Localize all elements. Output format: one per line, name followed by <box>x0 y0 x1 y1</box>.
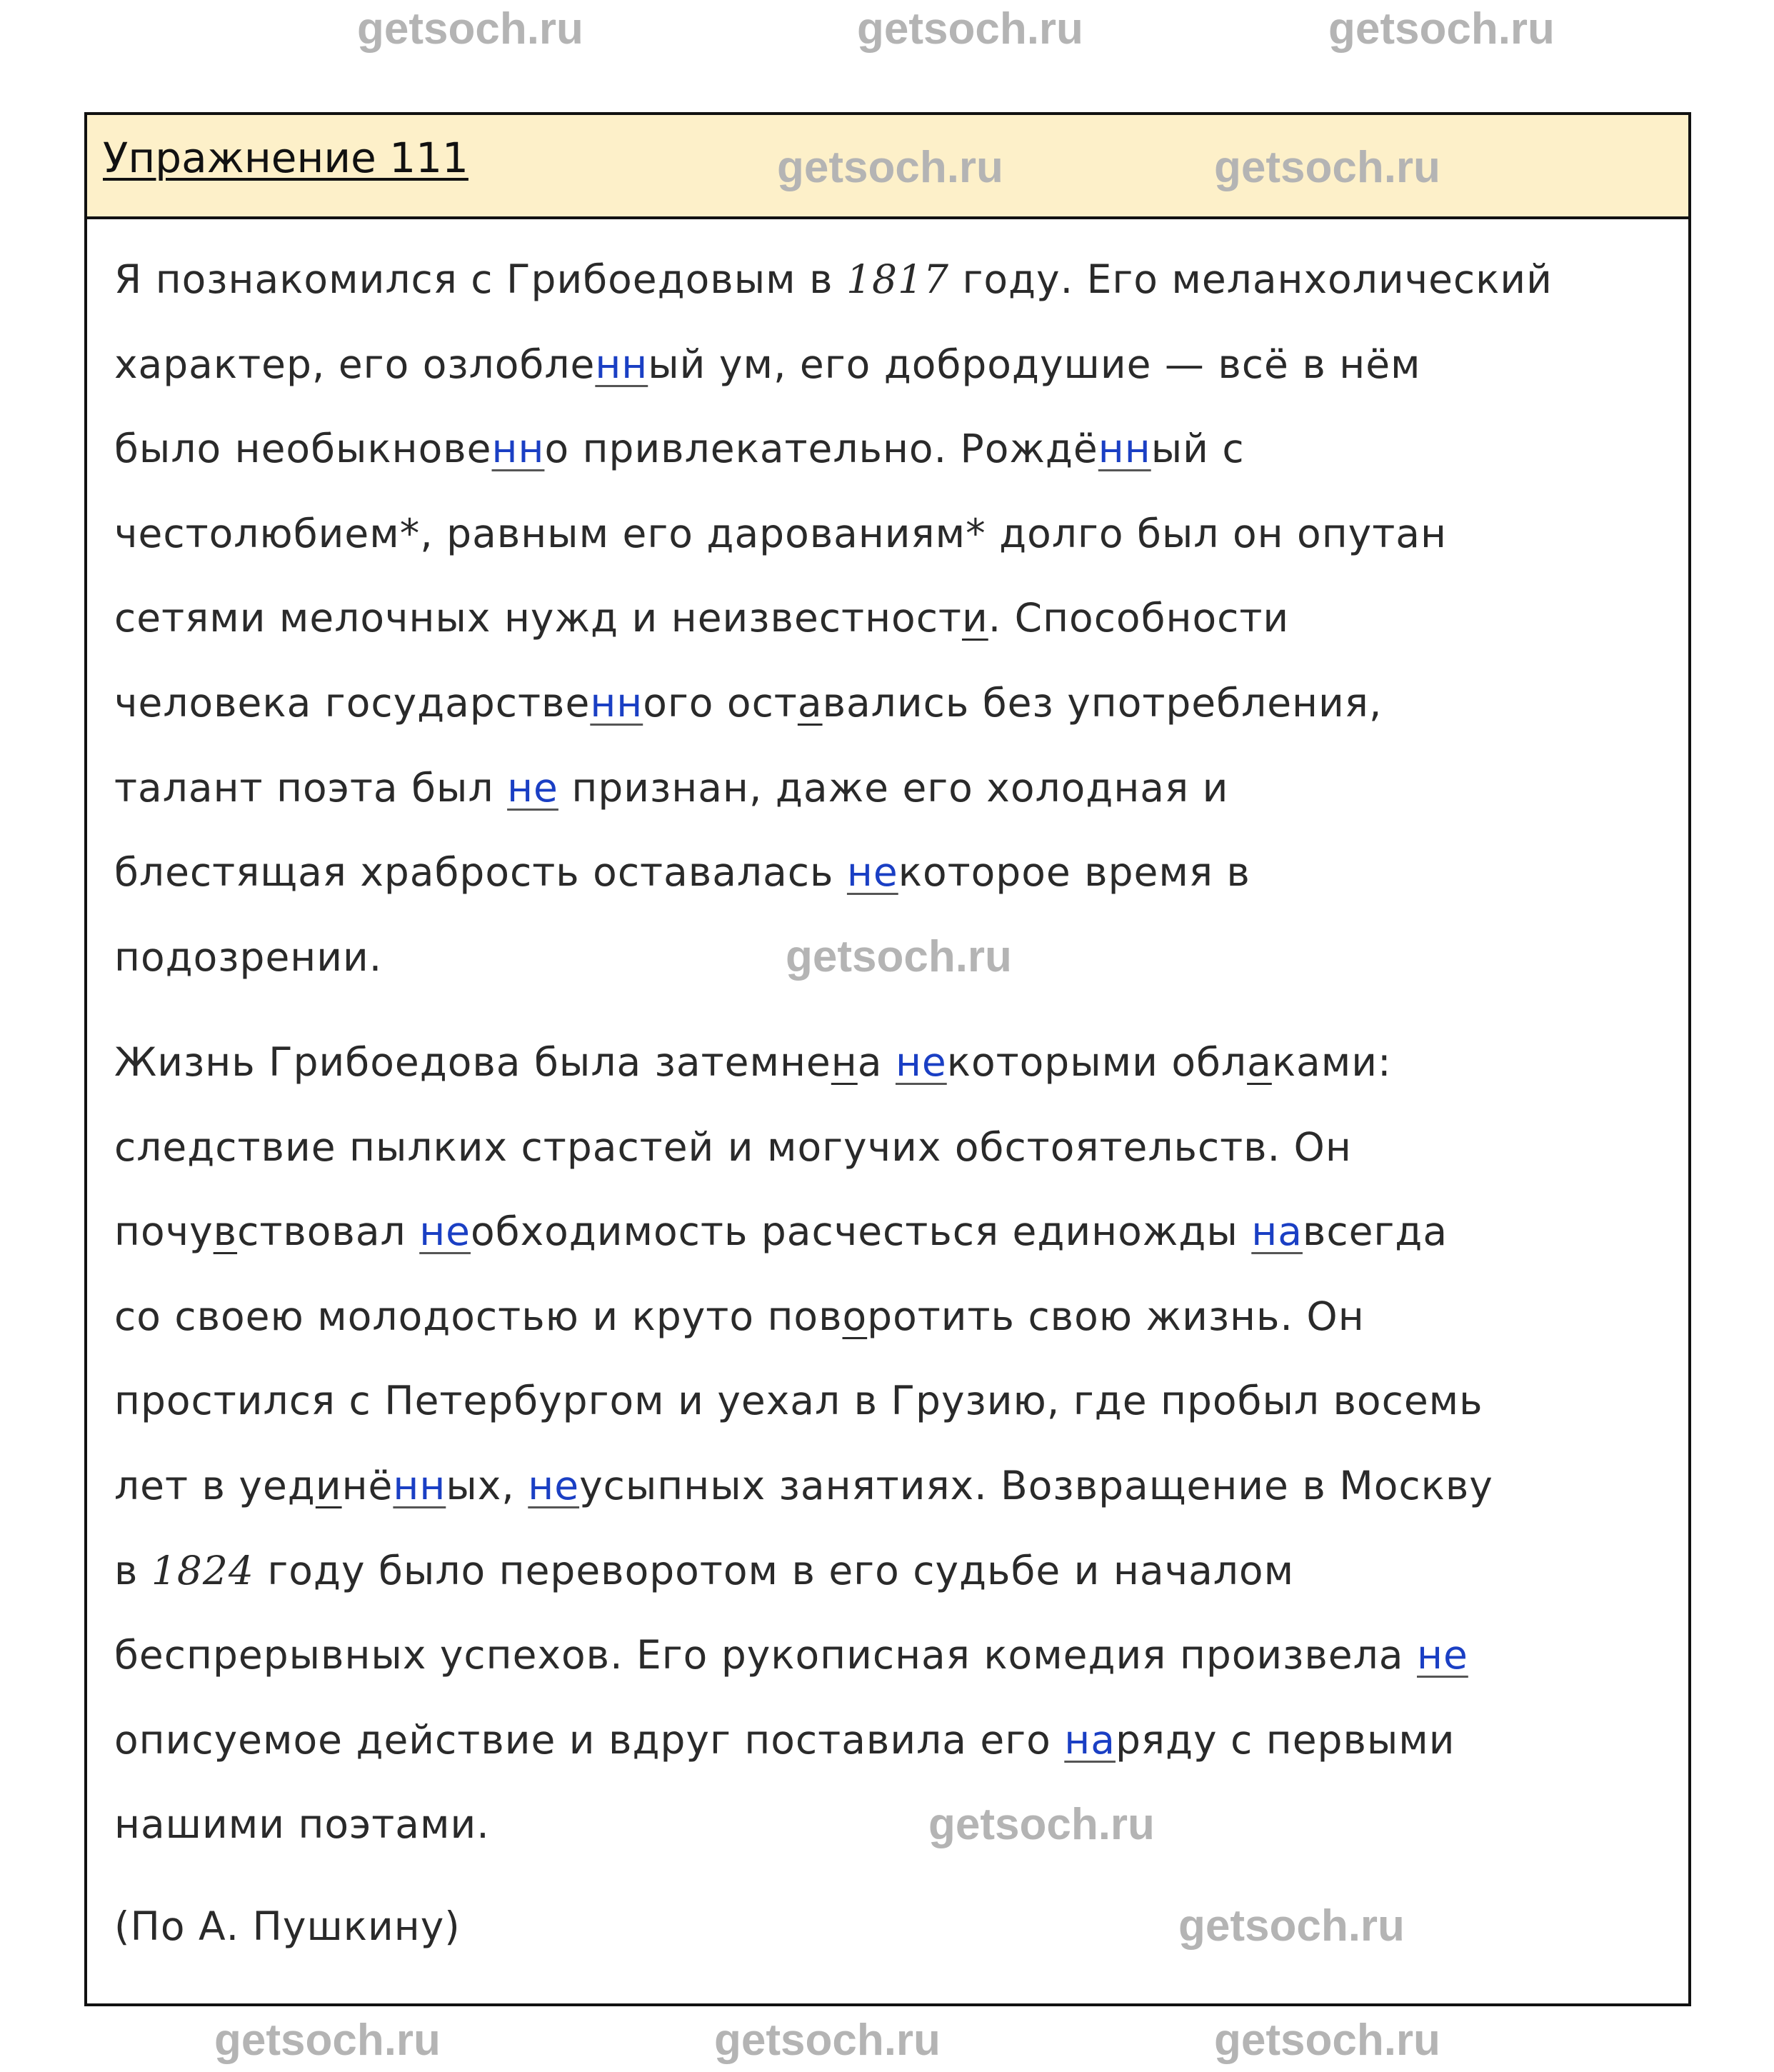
text-line <box>114 1111 1352 1183</box>
text-line <box>114 329 1421 400</box>
text-segment: году было переворотом в его судьбе и началом <box>254 1547 1295 1593</box>
watermark: getsoch.ru <box>1178 1901 1405 1951</box>
text-segment: лет в уед <box>114 1463 316 1508</box>
text-line <box>114 1196 1448 1267</box>
text-segment: всегда <box>1302 1208 1448 1255</box>
year-number: 1817 <box>846 256 949 302</box>
watermark: getsoch.ru <box>1214 2016 1440 2065</box>
text-segment: описуемое действие и вдруг поставила его <box>114 1716 1065 1763</box>
text-line <box>114 667 1382 739</box>
watermark: getsoch.ru <box>928 1800 1155 1849</box>
text-segment: признан, даже его холодная и <box>558 764 1229 811</box>
text-line <box>114 244 1553 315</box>
text-segment: подозрении. <box>114 934 383 980</box>
highlighted-spelling: не <box>1416 1632 1468 1678</box>
text-segment: нашими поэтами. <box>114 1801 490 1848</box>
text-segment: следствие пылких страстей и могучих обстоятельств. Он <box>114 1123 1352 1170</box>
text-line <box>114 582 1289 654</box>
highlighted-spelling: нн <box>595 341 648 387</box>
attribution: (По А. Пушкину) <box>114 1903 461 1949</box>
text-segment: а <box>857 1039 896 1085</box>
text-segment: ротить свою жизнь. Он <box>867 1293 1365 1339</box>
text-line <box>114 1026 1392 1098</box>
text-segment: талант поэта был <box>114 764 508 811</box>
text-segment: беспрерывных успехов. Его рукописная комедия произвела <box>114 1632 1417 1678</box>
text-segment: простился с Петербургом и уехал в Грузию, где пробыл восемь <box>114 1378 1483 1424</box>
watermark: getsoch.ru <box>714 2016 941 2065</box>
underlined-letter: а <box>1247 1039 1272 1085</box>
text-segment: блестящая храбрость оставалась <box>114 849 847 896</box>
highlighted-spelling: нн <box>491 426 545 472</box>
text-segment: характер, его озлобле <box>114 341 596 387</box>
watermark: getsoch.ru <box>786 932 1012 981</box>
text-segment: усыпных занятиях. Возвращение в Москву <box>579 1463 1493 1508</box>
text-segment: сетями мелочных нужд и неизвестност <box>114 595 962 641</box>
text-line <box>114 413 1245 484</box>
text-segment: ый ум, его добродушие — всё в нём <box>648 341 1421 387</box>
text-segment: ряду с первыми <box>1115 1716 1455 1763</box>
watermark: getsoch.ru <box>1214 143 1440 192</box>
text-segment: честолюбием*, равным его дарованиям* долго был он опутан <box>114 510 1447 556</box>
text-segment: ого ост <box>643 680 798 726</box>
text-segment: которое время в <box>898 849 1251 896</box>
text-line <box>114 1365 1483 1436</box>
highlighted-spelling: не <box>846 849 898 896</box>
text-segment: ых, <box>446 1463 528 1508</box>
highlighted-spelling: не <box>419 1208 471 1255</box>
text-segment: ками: <box>1271 1039 1392 1085</box>
exercise-card <box>84 112 1691 2006</box>
watermark: getsoch.ru <box>777 143 1003 192</box>
text-segment: Я познакомился с Грибоедовым в <box>114 256 847 302</box>
text-segment: обходимость расчесться единожды <box>471 1208 1252 1255</box>
highlighted-spelling: нн <box>393 1463 446 1508</box>
text-line <box>114 498 1447 569</box>
underlined-letter: и <box>315 1463 342 1508</box>
highlighted-spelling: не <box>528 1463 580 1508</box>
text-line <box>114 1619 1468 1691</box>
underlined-letter: а <box>797 680 823 726</box>
text-line <box>114 1535 1294 1606</box>
highlighted-spelling: не <box>507 764 558 811</box>
text-line <box>114 1704 1455 1776</box>
text-line <box>114 1450 1493 1521</box>
underlined-letter: н <box>831 1039 858 1085</box>
text-line <box>114 1281 1365 1352</box>
highlighted-spelling: нн <box>1098 426 1151 472</box>
watermark: getsoch.ru <box>857 4 1083 54</box>
underlined-letter: о <box>842 1293 868 1339</box>
text-line <box>114 752 1228 824</box>
text-line <box>114 1788 490 1860</box>
text-segment: почу <box>114 1208 214 1255</box>
text-segment: человека государстве <box>114 680 591 726</box>
exercise-title: Упражнение 111 <box>103 134 468 182</box>
watermark: getsoch.ru <box>357 4 583 54</box>
highlighted-spelling: на <box>1064 1716 1116 1763</box>
highlighted-spelling: на <box>1251 1208 1303 1255</box>
text-segment: в <box>114 1547 151 1593</box>
underlined-letter: и <box>961 595 988 641</box>
text-segment: о привлекательно. Рождё <box>544 426 1098 472</box>
text-segment: Жизнь Грибоедова была затемне <box>114 1039 831 1085</box>
text-line <box>114 921 382 993</box>
text-segment: вались без употребления, <box>822 680 1383 726</box>
underlined-letter: в <box>213 1208 238 1255</box>
text-segment: ый с <box>1151 426 1245 472</box>
watermark: getsoch.ru <box>214 2016 441 2065</box>
text-segment: со своею молодостью и круто пов <box>114 1293 843 1339</box>
text-segment: . Способности <box>988 595 1290 641</box>
year-number: 1824 <box>151 1547 254 1593</box>
text-segment: году. Его меланхолический <box>949 256 1553 302</box>
watermark: getsoch.ru <box>1328 4 1555 54</box>
text-segment: ствовал <box>237 1208 420 1255</box>
highlighted-spelling: не <box>895 1039 947 1085</box>
text-segment: нё <box>341 1463 394 1508</box>
text-segment: которыми обл <box>946 1039 1248 1085</box>
text-segment: было необыкнове <box>114 426 492 472</box>
text-line <box>114 836 1251 908</box>
highlighted-spelling: нн <box>590 680 643 726</box>
